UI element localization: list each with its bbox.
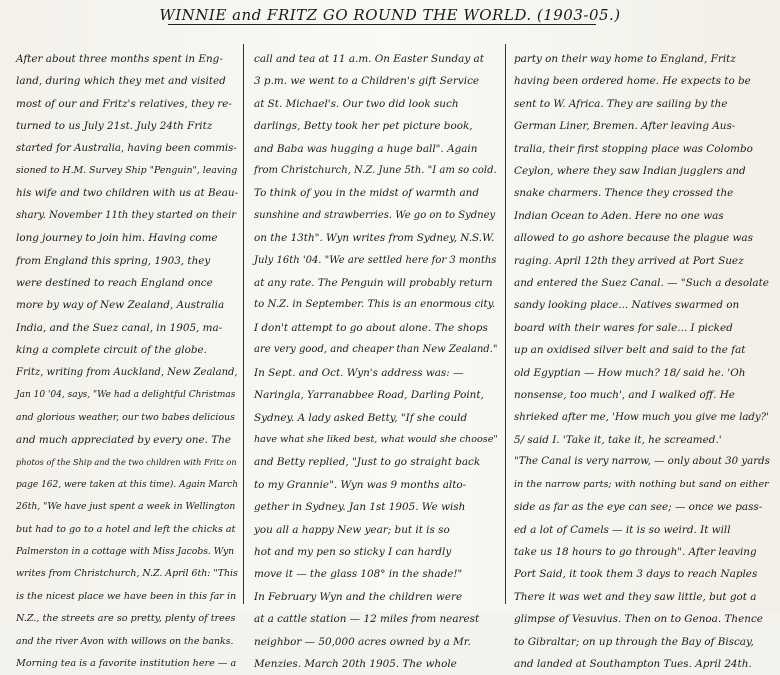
text-line: tralia, their first stopping place was Colombo — [514, 142, 753, 155]
text-line: Port Said, it took them 3 days to reach Naples — [514, 568, 758, 581]
text-line: Palmerston in a cottage with Miss Jacobs. Wyn — [16, 545, 235, 557]
text-line: After about three months spent in Eng- — [16, 53, 223, 65]
text-line: land, during which they met and visited — [16, 75, 226, 88]
text-line: shrieked after me, 'How much you give me lady?' — [514, 411, 769, 423]
text-line: sent to W. Africa. They are sailing by the — [514, 97, 728, 110]
text-line: page 162, were taken at this time). Again March — [16, 479, 238, 490]
text-line: his wife and two children with us at Beau- — [16, 187, 239, 200]
text-line: Fritz, writing from Auckland, New Zealand, — [16, 366, 238, 378]
text-line: Naringla, Yarranabbee Road, Darling Point, — [254, 389, 484, 402]
text-line: long journey to join him. Having come — [16, 232, 218, 245]
text-line: is the nicest place we have been in this far in — [16, 590, 237, 602]
text-line: Jan 10 '04, says, "We had a delightful Christmas — [16, 390, 236, 401]
column-divider-right — [505, 44, 506, 604]
text-line: and the river Avon with willows on the banks. — [16, 635, 234, 647]
text-line: and Baba was hugging a huge ball". Again — [254, 142, 478, 155]
text-column-2 — [254, 48, 498, 670]
text-line: were destined to reach England once — [16, 277, 213, 290]
text-line: at St. Michael's. Our two did look such — [254, 97, 459, 110]
text-line: 26th, "We have just spent a week in Wellington — [16, 501, 236, 513]
text-line: party on their way home to England, Fritz — [514, 53, 736, 65]
text-line: and glorious weather, our two babes delicious — [16, 411, 235, 423]
text-line: and landed at Southampton Tues. April 24th. — [514, 657, 752, 670]
text-line: "The Canal is very narrow, — only about 30 yards — [514, 456, 770, 468]
text-line: to my Grannie". Wyn was 9 months alto- — [254, 478, 467, 491]
text-line: side as far as the eye can see; — once we pass- — [514, 501, 763, 514]
text-line: snake charmers. Thence they crossed the — [514, 187, 734, 200]
text-line: up an oxidised silver belt and said to the fat — [514, 344, 746, 357]
text-line: take us 18 hours to go through". After leaving — [514, 545, 757, 558]
title-underline — [168, 24, 596, 25]
text-line: you all a happy New year; but it is so — [254, 523, 450, 536]
text-line: N.Z., the streets are so pretty, plenty of trees — [16, 613, 236, 625]
text-line: 5/ said I. 'Take it, take it, he screamed.' — [514, 433, 722, 446]
text-line: I don't attempt to go about alone. The shops — [254, 321, 488, 334]
text-line: Morning tea is a favorite institution here — a — [16, 657, 237, 669]
text-line: hot and my pen so sticky I can hardly — [254, 545, 452, 558]
text-line: darlings, Betty took her pet picture book, — [254, 120, 473, 133]
text-line: German Liner, Bremen. After leaving Aus- — [514, 120, 736, 133]
text-line: are very good, and cheaper than New Zealand." — [254, 344, 498, 356]
text-line: photos of the Ship and the two children with Fritz on — [16, 457, 237, 468]
text-line: glimpse of Vesuvius. Then on to Genoa. Thence — [514, 613, 763, 626]
text-line: 3 p.m. we went to a Children's gift Service — [254, 75, 480, 88]
text-line: from England this spring, 1903, they — [16, 254, 211, 267]
column-divider-left — [243, 44, 244, 604]
text-line: more by way of New Zealand, Australia — [16, 299, 225, 312]
text-line: Sydney. A lady asked Betty, "If she could — [254, 411, 468, 424]
text-line: turned to us July 21st. July 24th Fritz — [16, 120, 213, 133]
text-line: India, and the Suez canal, in 1905, ma- — [16, 321, 223, 334]
text-line: king a complete circuit of the globe. — [16, 344, 207, 357]
text-line: writes from Christchurch, N.Z. April 6th: "This — [16, 568, 238, 580]
text-line: at any rate. The Penguin will probably return — [254, 277, 493, 290]
text-line: to N.Z. in September. This is an enormous city. — [254, 299, 496, 311]
text-line: sunshine and strawberries. We go on to Sydney — [254, 209, 496, 221]
text-line: raging. April 12th they arrived at Port Suez — [514, 254, 744, 267]
text-line: most of our and Fritz's relatives, they re- — [16, 97, 232, 110]
text-column-3 — [514, 48, 772, 670]
text-line: neighbor — 50,000 acres owned by a Mr. — [254, 635, 471, 648]
text-line: and much appreciated by every one. The — [16, 433, 232, 446]
text-line: To think of you in the midst of warmth and — [254, 187, 479, 200]
text-line: having been ordered home. He expects to be — [514, 75, 751, 88]
text-column-1 — [16, 48, 239, 669]
text-line: in the narrow parts; with nothing but sand on either — [514, 478, 769, 490]
text-line: from Christchurch, N.Z. June 5th. "I am so cold. — [254, 165, 497, 177]
text-line: and Betty replied, "Just to go straight back — [254, 456, 481, 469]
text-line: There it was wet and they saw little, but got a — [514, 590, 757, 603]
text-line: have what she liked best, what would she choose" — [254, 433, 498, 445]
text-line: started for Australia, having been commis- — [16, 142, 237, 154]
text-line: call and tea at 11 a.m. On Easter Sunday at — [254, 53, 484, 65]
text-line: on the 13th". Wyn writes from Sydney, N.S.W. — [254, 232, 495, 245]
text-line: In February Wyn and the children were — [254, 590, 463, 603]
text-line: to Gibraltar; on up through the Bay of Biscay, — [514, 635, 754, 648]
text-line: shary. November 11th they started on their — [16, 209, 237, 221]
text-line: Ceylon, where they saw Indian jugglers and — [514, 165, 746, 178]
text-line: allowed to go ashore because the plague was — [514, 232, 753, 245]
text-line: board with their wares for sale... I picked — [514, 321, 733, 334]
text-line: but had to go to a hotel and left the chicks at — [16, 523, 236, 535]
text-line: gether in Sydney. Jan 1st 1905. We wish — [254, 501, 466, 514]
text-line: Indian Ocean to Aden. Here no one was — [514, 209, 724, 222]
text-line: In Sept. and Oct. Wyn's address was: — — [254, 366, 464, 379]
page-title: WINNIE and FRITZ GO ROUND THE WORLD. (1903-05.) — [159, 6, 621, 24]
text-line: ed a lot of Camels — it is so weird. It will — [514, 523, 731, 536]
text-line: old Egyptian — How much? 18/ said he. 'Oh — [514, 366, 746, 379]
text-line: at a cattle station — 12 miles from nearest — [254, 613, 480, 626]
text-line: move it — the glass 108° in the shade!" — [254, 568, 463, 581]
text-line: sioned to H.M. Survey Ship "Penguin", leaving — [16, 165, 238, 177]
text-line: nonsense, too much', and I walked off. He — [514, 389, 735, 402]
text-line: sandy looking place... Natives swarmed on — [514, 299, 740, 312]
text-line: and entered the Suez Canal. — "Such a desolate — [514, 277, 769, 290]
text-line: Menzies. March 20th 1905. The whole — [254, 657, 457, 670]
text-line: July 16th '04. "We are settled here for 3 months — [254, 254, 497, 266]
